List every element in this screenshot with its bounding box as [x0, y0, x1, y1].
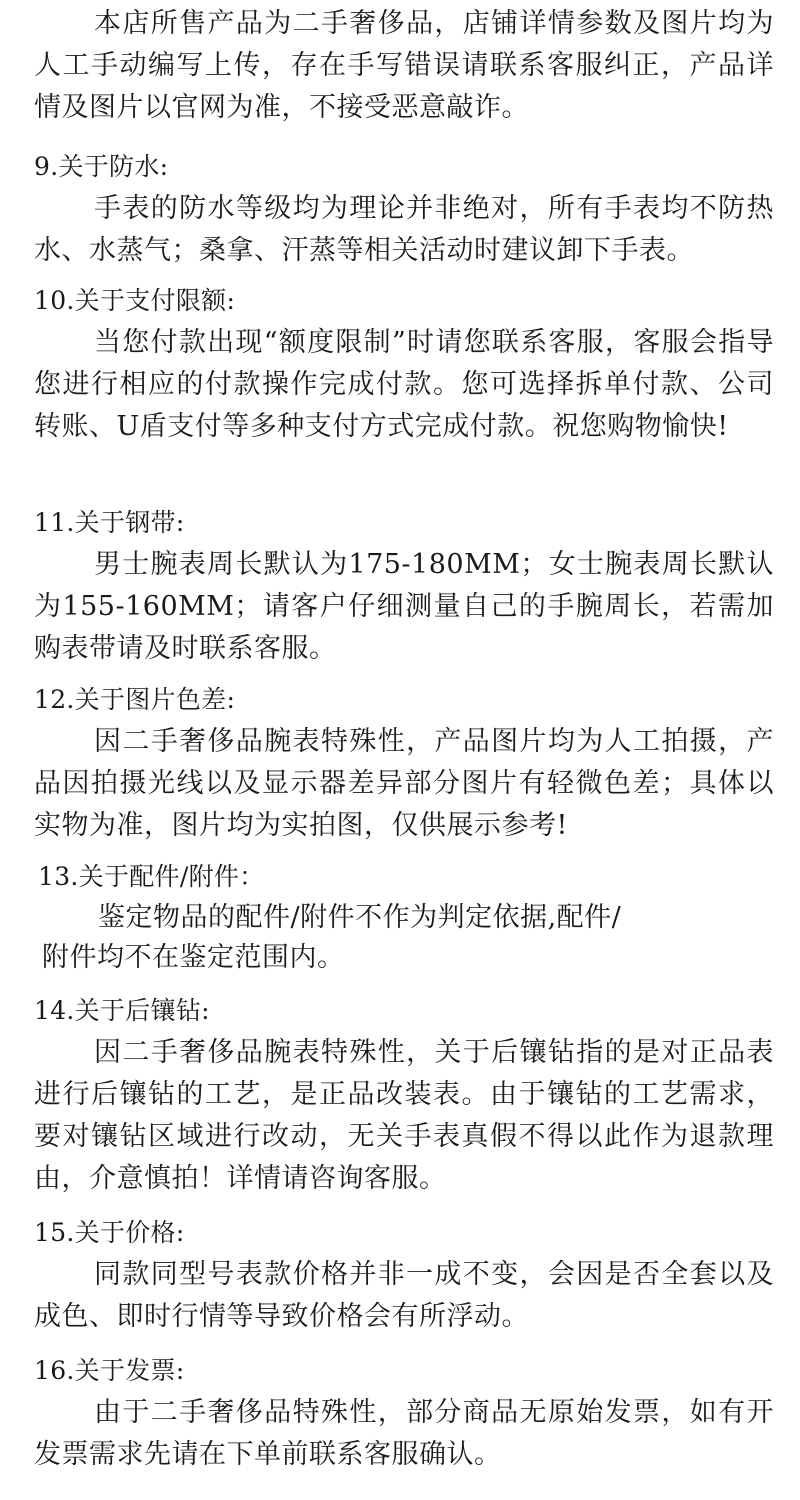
section-body: 因二手奢侈品腕表特殊性，关于后镶钻指的是对正品表进行后镶钻的工艺，是正品改装表。由于镶钻的工艺需求，要对镶钻区域进行改动，无关手表真假不得以此作为退款理由，介意慎拍！详情请咨询客服。 [34, 1037, 774, 1194]
section-heading: 10.关于支付限额: [34, 286, 236, 315]
section-body: 男士腕表周长默认为175-180MM；女士腕表周长默认为155-160MM；请客户仔细测量自己的手腕周长，若需加购表带请及时联系客服。 [34, 549, 774, 664]
section-aftermarket-diamonds [34, 990, 774, 1200]
section-heading: 16.关于发票: [34, 1356, 185, 1385]
section-heading: 15.关于价格: [34, 1218, 185, 1247]
section-body: 由于二手奢侈品特殊性，部分商品无原始发票，如有开发票需求先请在下单前联系客服确认。 [34, 1397, 774, 1470]
section-heading: 11.关于钢带: [34, 508, 185, 537]
section-invoice [34, 1350, 774, 1476]
section-heading: 14.关于后镶钻: [34, 996, 210, 1025]
intro-paragraph: 本店所售产品为二手奢侈品，店铺详情参数及图片均为人工手动编写上传，存在手写错误请联系客服纠正，产品详情及图片以官网为准，不接受恶意敲诈。 [34, 8, 774, 123]
section-steel-strap [34, 502, 774, 670]
section-payment-limit [34, 280, 774, 448]
section-body-line2: 附件均不在鉴定范围内。 [42, 942, 345, 973]
section-body: 当您付款出现“额度限制”时请您联系客服，客服会指导您进行相应的付款操作完成付款。您可选择拆单付款、公司转账、U盾支付等多种支付方式完成付款。祝您购物愉快! [34, 327, 774, 442]
section-color-difference [34, 679, 774, 847]
section-body: 同款同型号表款价格并非一成不变，会因是否全套以及成色、即时行情等导致价格会有所浮动。 [34, 1259, 774, 1332]
section-body: 手表的防水等级均为理论并非绝对，所有手表均不防热水、水蒸气；桑拿、汗蒸等相关活动时建议卸下手表。 [34, 193, 774, 266]
section-body: 因二手奢侈品腕表特殊性，产品图片均为人工拍摄，产品因拍摄光线以及显示器差异部分图片有轻微色差；具体以实物为准，图片均为实拍图，仅供展示参考! [34, 726, 774, 841]
section-price [34, 1212, 774, 1338]
section-heading: 13.关于配件/附件： [38, 862, 265, 891]
section-heading: 12.关于图片色差: [34, 685, 236, 714]
section-body-line1: 鉴定物品的配件/附件不作为判定依据,配件/ [98, 902, 622, 933]
section-waterproof [34, 146, 774, 272]
section-accessories [38, 856, 738, 978]
section-heading: 9.关于防水: [34, 152, 169, 181]
